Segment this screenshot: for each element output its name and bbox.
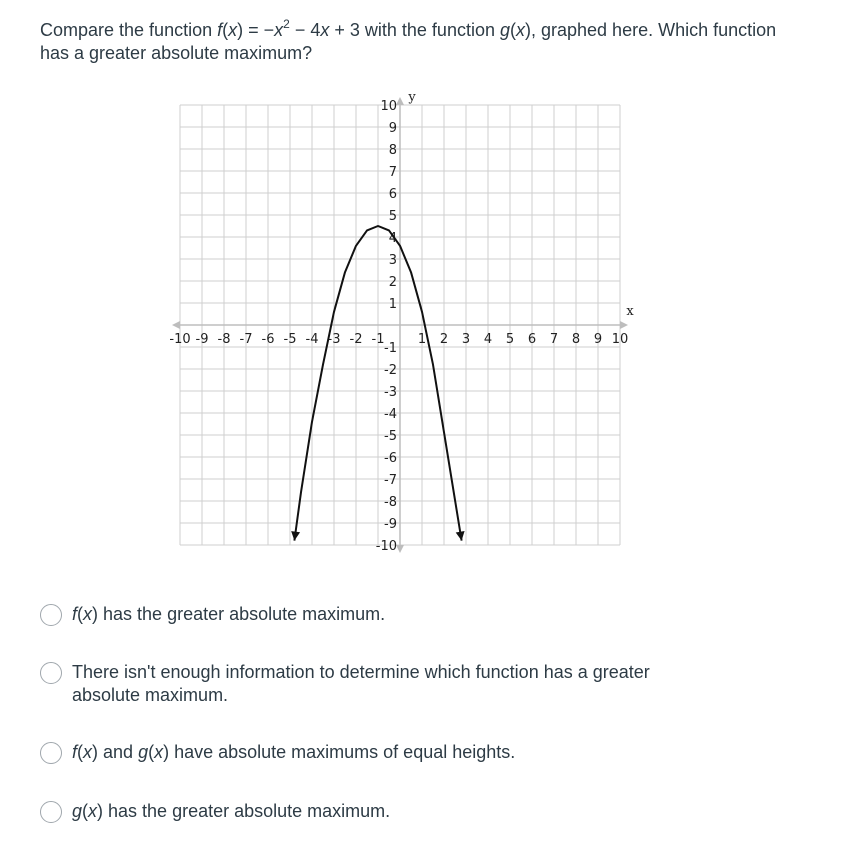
y-tick-label: -4 (384, 407, 397, 422)
y-tick-label: 8 (388, 143, 397, 158)
x-tick-label: -4 (305, 332, 319, 347)
y-tick-label: -7 (384, 473, 397, 488)
x-tick-label: -2 (349, 332, 363, 347)
x-axis-arrow-left (172, 321, 180, 329)
y-tick-label: 9 (388, 121, 397, 136)
x-axis-label: x (626, 304, 634, 319)
curve-arrowhead (456, 531, 465, 541)
option-equal-heights[interactable] (40, 741, 800, 764)
x-axis-arrow-right (620, 321, 628, 329)
function-graph (160, 90, 640, 570)
radio-button[interactable] (40, 662, 62, 684)
option-label: g(x) has the greater absolute maximum. (72, 801, 391, 821)
x-tick-label: -8 (217, 332, 231, 347)
y-tick-label: -3 (384, 385, 397, 400)
y-axis-arrow-up (396, 97, 404, 105)
option-g-greater[interactable] (40, 800, 800, 823)
y-tick-label: 3 (388, 253, 397, 268)
y-tick-label: -6 (384, 451, 397, 466)
y-tick-label: -2 (384, 363, 397, 378)
y-tick-label: 10 (380, 99, 397, 114)
option-not-enough-info[interactable] (40, 661, 800, 707)
x-tick-label: -9 (195, 332, 209, 347)
y-tick-label: 1 (388, 297, 397, 312)
y-tick-label: 7 (388, 165, 397, 180)
x-tick-label: -10 (169, 332, 191, 347)
x-tick-label: 5 (505, 332, 515, 347)
x-tick-label: -3 (327, 332, 341, 347)
option-f-greater[interactable] (40, 603, 800, 626)
y-tick-label: -8 (384, 495, 397, 510)
y-tick-label: -9 (384, 517, 397, 532)
y-tick-label: 4 (388, 231, 397, 246)
y-tick-label: -10 (375, 539, 397, 554)
x-tick-label: -6 (261, 332, 275, 347)
y-tick-label: -1 (384, 341, 397, 356)
option-label: There isn't enough information to determine which function has a greater absolute maximum. (72, 662, 650, 705)
y-tick-label: 5 (388, 209, 397, 224)
curve-arrowhead (291, 531, 300, 541)
x-tick-label: 4 (483, 332, 493, 347)
x-tick-label: -1 (371, 332, 385, 347)
x-tick-label: 10 (611, 332, 629, 347)
option-label: f(x) and g(x) have absolute maximums of equal heights. (72, 742, 516, 762)
y-tick-label: 2 (388, 275, 397, 290)
y-axis-arrow-down (396, 545, 404, 553)
y-tick-label: 6 (388, 187, 397, 202)
question-text: Compare the function $f(x) = -x^2 - 4x + 3$ with the function g(x), graphed here. Which function has a greater absolute maximum? (40, 17, 777, 63)
x-tick-label: 7 (549, 332, 559, 347)
x-tick-label: 2 (439, 332, 449, 347)
radio-button[interactable] (40, 604, 62, 626)
x-tick-label: -7 (239, 332, 253, 347)
option-label: f(x) has the greater absolute maximum. (72, 604, 386, 624)
x-tick-label: -5 (283, 332, 297, 347)
x-tick-label: 3 (461, 332, 471, 347)
radio-button[interactable] (40, 801, 62, 823)
radio-button[interactable] (40, 742, 62, 764)
x-tick-label: 8 (571, 332, 581, 347)
x-tick-label: 6 (527, 332, 537, 347)
y-axis-label: y (408, 90, 416, 105)
x-tick-label: 9 (593, 332, 603, 347)
y-tick-label: -5 (384, 429, 397, 444)
x-tick-label: 1 (417, 332, 427, 347)
